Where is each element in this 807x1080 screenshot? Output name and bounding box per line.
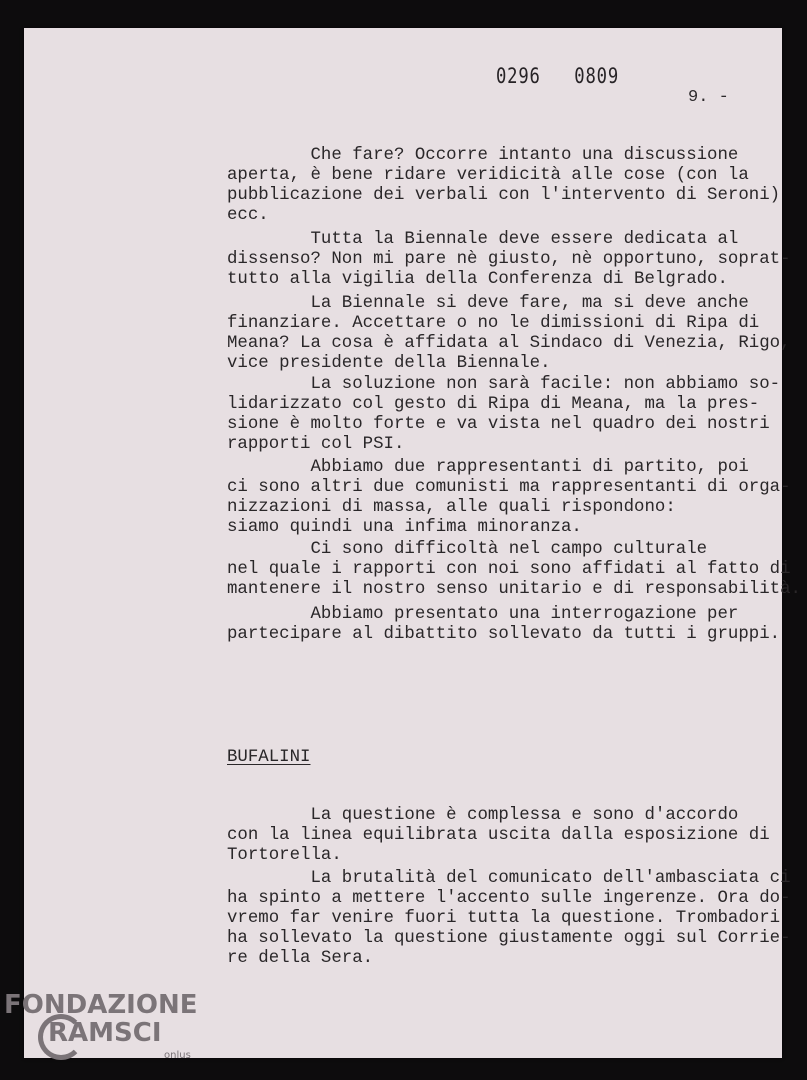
page-number: 9. - <box>688 88 729 107</box>
text-line: Abbiamo presentato una interrogazione per <box>227 605 739 624</box>
text-line: pubblicazione dei verbali con l'intervento di Seroni) <box>227 186 781 205</box>
text-line: La soluzione non sarà facile: non abbiamo so- <box>227 375 781 394</box>
paragraph-5 <box>227 458 791 538</box>
text-line: lidarizzato col gesto di Ripa di Meana, ma la pres- <box>227 395 760 414</box>
text-line: La questione è complessa e sono d'accordo <box>227 806 739 825</box>
text-line: re della Sera. <box>227 949 374 968</box>
paragraph-7 <box>227 605 781 645</box>
text-line: vremo far venire fuori tutta la questione. Trombadori <box>227 909 781 928</box>
logo-onlus: onlus <box>164 1050 191 1061</box>
speaker-heading: BUFALINI <box>227 748 311 767</box>
logo-line1: FONDAZIONE <box>4 990 198 1020</box>
text-line: partecipare al dibattito sollevato da tutti i gruppi. <box>227 625 781 644</box>
text-line: vice presidente della Biennale. <box>227 354 551 373</box>
text-line: siamo quindi una infima minoranza. <box>227 518 582 537</box>
text-line: ha spinto a mettere l'accento sulle ingerenze. Ora do- <box>227 889 791 908</box>
text-line: Ci sono difficoltà nel campo culturale <box>227 540 708 559</box>
text-line: ecc. <box>227 206 269 225</box>
text-line: sione è molto forte e va vista nel quadro dei nostri <box>227 415 770 434</box>
text-line: finanziare. Accettare o no le dimissioni di Ripa di <box>227 314 760 333</box>
text-line: aperta, è bene ridare veridicità alle cose (con la <box>227 166 749 185</box>
text-line: rapporti col PSI. <box>227 435 405 454</box>
text-line: Tutta la Biennale deve essere dedicata al <box>227 230 739 249</box>
text-line: La brutalità del comunicato dell'ambasciata ci <box>227 869 791 888</box>
paragraph-3 <box>227 294 791 374</box>
text-line: con la linea equilibrata uscita dalla esposizione di <box>227 826 770 845</box>
text-line: Tortorella. <box>227 846 342 865</box>
speaker-paragraph-2 <box>227 869 791 969</box>
text-line: La Biennale si deve fare, ma si deve anche <box>227 294 749 313</box>
logo-line2: RAMSCI <box>48 1018 162 1048</box>
text-line: ci sono altri due comunisti ma rappresentanti di orga- <box>227 478 791 497</box>
text-line: nizzazioni di massa, alle quali rispondono: <box>227 498 676 517</box>
text-line: mantenere il nostro senso unitario e di responsabilità. <box>227 580 801 599</box>
text-line: Meana? La cosa è affidata al Sindaco di Venezia, Rigo, <box>227 334 791 353</box>
text-line: nel quale i rapporti con noi sono affidati al fatto di <box>227 560 791 579</box>
speaker-paragraph-1 <box>227 806 770 866</box>
text-line: Abbiamo due rappresentanti di partito, poi <box>227 458 749 477</box>
paragraph-2 <box>227 230 791 290</box>
text-line: dissenso? Non mi pare nè giusto, nè opportuno, soprat- <box>227 250 791 269</box>
text-line: ha sollevato la questione giustamente oggi sul Corrie- <box>227 929 791 948</box>
fondazione-gramsci-logo <box>4 990 204 1070</box>
paragraph-4 <box>227 375 781 455</box>
paragraph-6 <box>227 540 801 600</box>
paragraph-1 <box>227 146 781 226</box>
text-line: tutto alla vigilia della Conferenza di Belgrado. <box>227 270 728 289</box>
text-line: Che fare? Occorre intanto una discussione <box>227 146 739 165</box>
archive-code: 0296 0809 <box>496 64 620 88</box>
